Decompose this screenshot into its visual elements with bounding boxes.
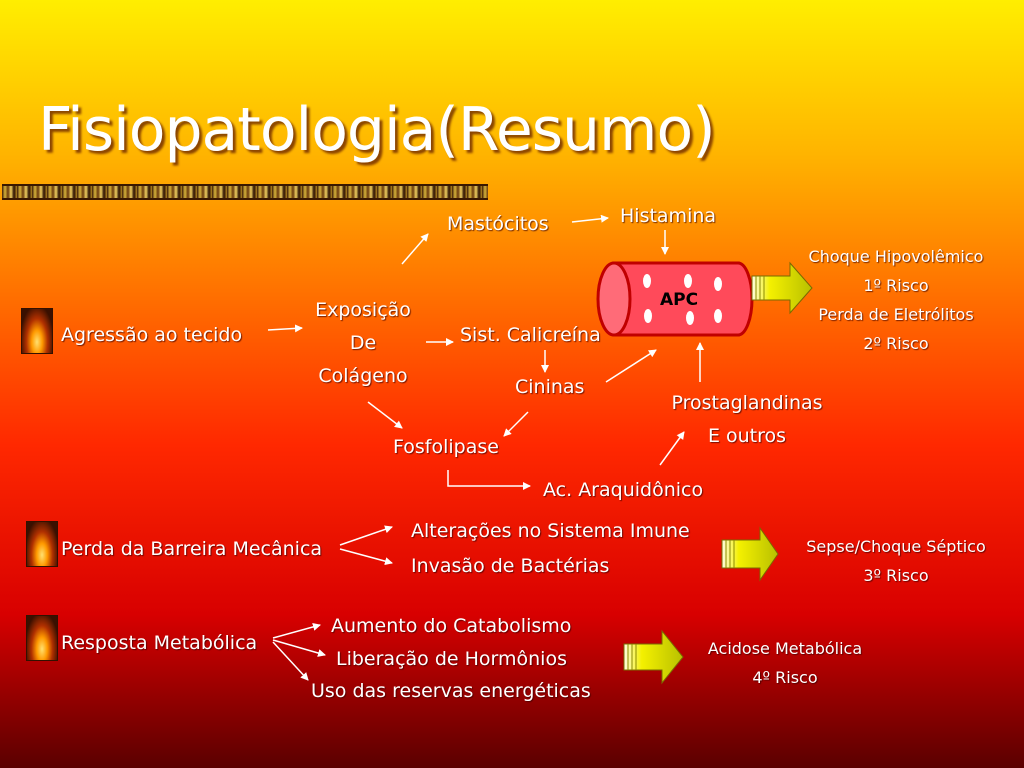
node-resposta-metabolica: Resposta Metabólica: [61, 632, 258, 654]
arrow-exposicao-fosfolipase: [368, 402, 402, 428]
node-invasao: Invasão de Bactérias: [411, 555, 610, 577]
node-prostaglandinas: Prostaglandinas E outros: [671, 392, 823, 447]
apc-label: APC: [659, 290, 699, 310]
arrow-resposta-catabolismo: [273, 625, 320, 638]
arrow-exposicao-mastocitos: [402, 234, 428, 264]
arrow-agressao-exposicao: [268, 328, 302, 330]
outcome-third: Acidose Metabólica 4º Risco: [707, 639, 863, 687]
node-reservas: Uso das reservas energéticas: [311, 680, 591, 702]
node-agressao: Agressão ao tecido: [61, 324, 243, 346]
node-exposicao: Exposição De Colágeno: [315, 299, 411, 387]
outcome-second: Sepse/Choque Séptico 3º Risco: [806, 537, 986, 585]
arrow-mastocitos-histamina: [572, 218, 608, 222]
arrow-cininas-fosfolipase: [504, 412, 528, 436]
arrow-fosfolipase-araquidonico: [448, 470, 530, 486]
arrow-resposta-reservas: [273, 642, 308, 680]
node-hormonios: Liberação de Hormônios: [336, 648, 567, 670]
arrow-cininas-apc: [606, 350, 656, 382]
node-fosfolipase: Fosfolipase: [393, 436, 499, 458]
node-alteracoes: Alterações no Sistema Imune: [411, 520, 690, 542]
node-araquidonico: Ac. Araquidônico: [543, 479, 704, 501]
page-title: Fisiopatologia(Resumo): [38, 95, 715, 165]
arrow-barreira-alteracoes: [340, 527, 392, 545]
node-mastocitos: Mastócitos: [447, 213, 549, 235]
outcome-first: Choque Hipovolêmico 1º Risco Perda de Eletrólitos 2º Risco: [808, 247, 984, 353]
node-calicreina: Sist. Calicreína: [460, 324, 601, 346]
arrow-resposta-hormonios: [273, 640, 325, 655]
block-arrow-right-icon: [624, 631, 683, 683]
arrow-barreira-invasao: [340, 549, 392, 563]
node-catabolismo: Aumento do Catabolismo: [331, 615, 572, 637]
node-histamina: Histamina: [620, 205, 717, 227]
node-perda-barreira: Perda da Barreira Mecânica: [61, 538, 323, 560]
node-cininas: Cininas: [515, 376, 585, 398]
